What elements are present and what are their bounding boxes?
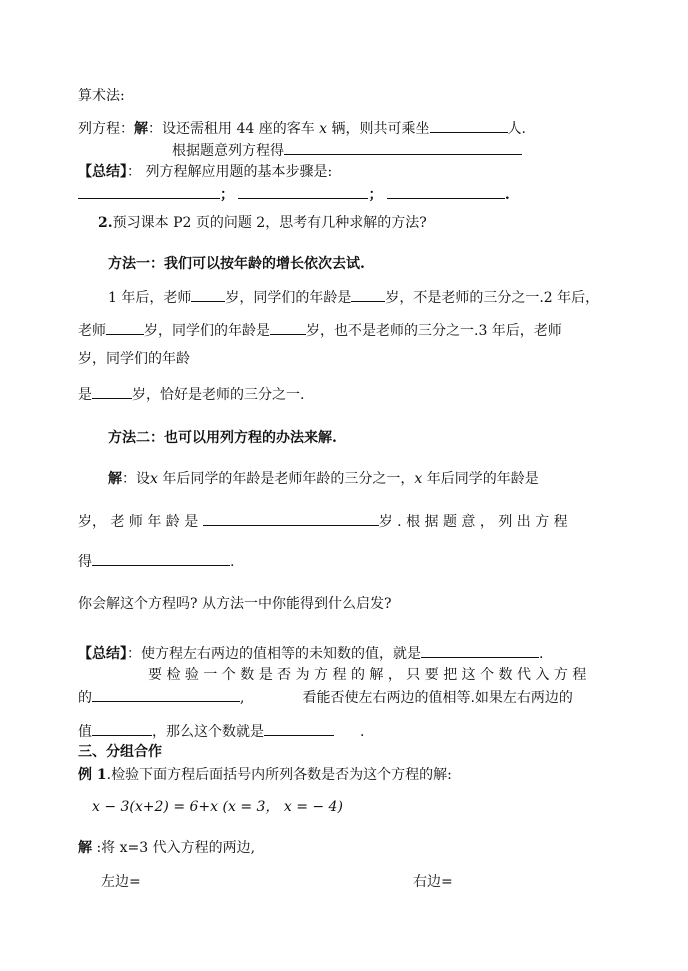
summary-solution-line [78,643,543,664]
fill-blank [92,687,240,702]
example-label: 例 1 [78,767,107,783]
text: 人. [507,121,526,137]
text: 根据题意列方程得 [172,143,284,159]
separator: ； [368,187,383,203]
fill-blank [284,140,522,155]
fill-blank [191,287,225,302]
text: 老师 [78,323,106,339]
fill-blank [238,184,368,199]
text: ： 列方程解应用题的基本步骤是: [127,164,333,180]
text: 值 [78,724,92,740]
equation-line [172,140,522,161]
method-one-line-1 [108,287,599,308]
equation-method-line [78,118,526,139]
text: ：设 [122,471,150,487]
verification-line-3 [78,721,364,742]
text: 是 [78,387,92,403]
text: 岁，不是老师的三分之一.2 年后， [385,290,600,306]
fill-blank [421,643,539,658]
text: 预习课本 P2 页的问题 2，思考有几种求解的方法? [112,215,427,231]
summary-label: 【总结】 [78,646,127,662]
solution-label: 解 [78,840,92,856]
text: 年后同学的年龄是老师年龄的三分之一， [162,471,415,487]
fill-blank [430,118,508,133]
verification-line-1: 要 检 验 一 个 数 是 否 为 方 程 的 解 ， 只 要 把 这 个 数 代 入 方 程 [148,667,587,683]
text: 看能否使左右两边的值相等.如果左右两边的 [302,690,573,706]
text: 岁，也不是老师的三分之一.3 年后，老师 [306,323,562,339]
text: .检验下面方程后面括号内所列各数是否为这个方程的解: [106,767,452,783]
fill-blank [92,721,152,736]
summary-steps-line [78,162,332,182]
period: . [504,187,510,203]
example-1-line [78,765,452,785]
summary-label: 【总结】 [78,164,127,180]
text: 年后同学的年龄是 [426,471,539,487]
fill-blank [92,384,132,399]
text: ：设还需租用 44 座的客车 [148,121,315,137]
text: 的 [78,690,92,706]
fill-blank [203,511,379,526]
example-equation: x − 3(x+2) = 6+x (x = 3， x = − 4) [92,799,343,815]
text: . [360,724,365,740]
fill-blank [270,320,306,335]
text: :将 x=3 代入方程的两边, [92,840,256,856]
variable-x: x [150,471,158,487]
text: 岁，恰好是老师的三分之一. [132,387,305,403]
method-one-line-2 [78,320,562,341]
fill-blank [92,551,230,566]
method-one-line-3: 岁，同学们的年龄 [78,351,190,367]
right-side-label: 右边= [413,874,453,890]
reflection-question: 你会解这个方程吗? 从方法一中你能得到什么启发? [78,596,392,612]
left-side-label: 左边= [101,874,141,890]
text: 得 [78,554,92,570]
number: 2. [98,215,113,231]
solution-substitution-line [78,838,255,858]
text: . [539,646,544,662]
arithmetic-method-label: 算术法: [78,88,125,104]
text: . [230,554,235,570]
fill-blank [264,721,334,736]
text: ，那么这个数就是 [152,724,264,740]
method-two-heading: 方法二：也可以用列方程的办法来解. [108,430,337,446]
preview-question [98,213,427,233]
separator: ； [220,187,234,203]
fill-blank [78,184,220,199]
fill-blank [106,320,144,335]
method-two-line-1 [108,469,539,489]
fill-blank [351,287,385,302]
label: 列方程： [78,121,134,137]
text: 岁 . 根 据 题 意 ， 列 出 方 程 [378,514,568,530]
section-heading-group-work: 三、分组合作 [78,744,162,760]
verification-line-2 [78,687,573,708]
method-one-line-4 [78,384,304,405]
steps-blanks-line [78,184,510,205]
text: 岁， 老 师 年 龄 是 [78,514,199,530]
text: 岁，同学们的年龄是 [144,323,270,339]
text: 辆，则共可乘坐 [331,121,430,137]
method-two-line-3 [78,551,234,572]
text: , [240,690,245,706]
variable-x: x [414,471,423,487]
solution-label: 解 [108,471,122,487]
text: ：使方程左右两边的值相等的未知数的值，就是 [127,646,421,662]
method-one-heading: 方法一：我们可以按年龄的增长依次去试. [108,256,365,272]
solution-label: 解 [134,121,148,137]
fill-blank [387,184,505,199]
text: 1 年后，老师 [108,290,192,306]
method-two-line-2 [78,511,568,532]
variable-x: x [319,121,328,137]
text: 岁，同学们的年龄是 [225,290,352,306]
